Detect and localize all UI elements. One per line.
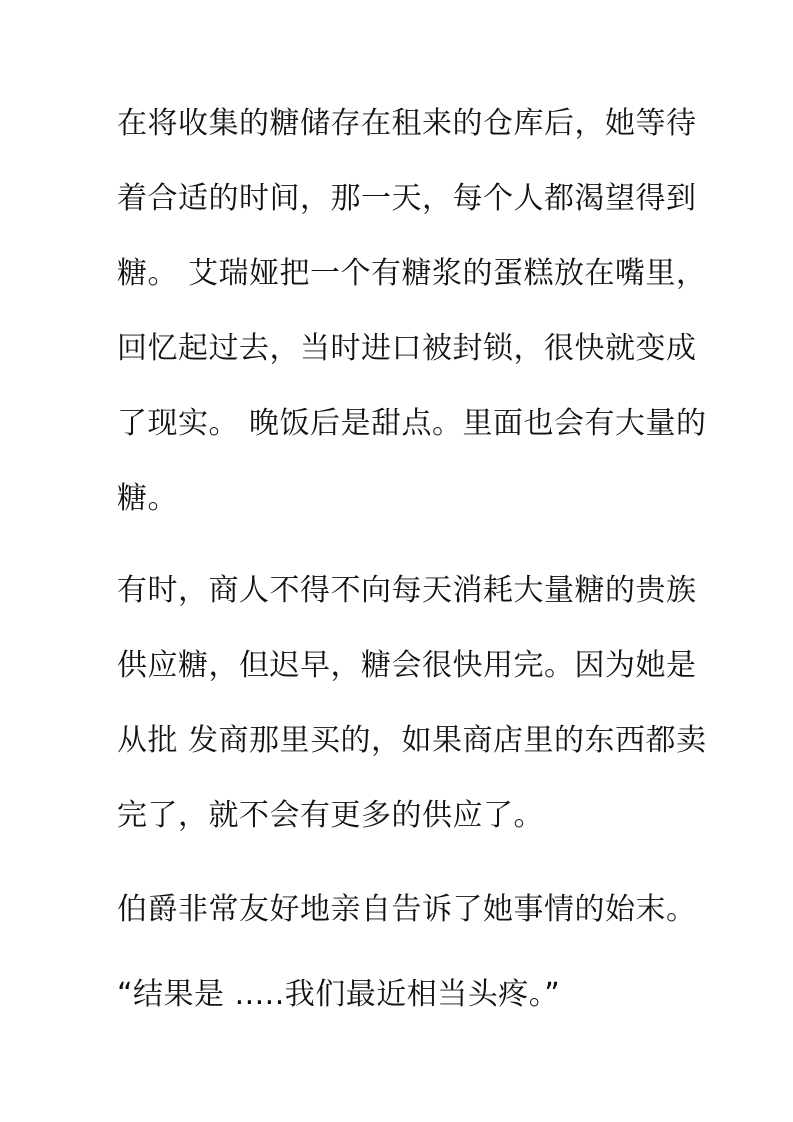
- text-line: 在将收集的糖储存在租来的仓库后，她等待: [117, 106, 697, 141]
- paragraph-4-dialogue: [117, 957, 687, 1032]
- dialogue-line: “结果是 .....我们最近相当头疼。”: [117, 977, 561, 1012]
- paragraph-2: [117, 553, 707, 853]
- text-line: 着合适的时间，那一天，每个人都渴望得到: [117, 181, 697, 216]
- text-line: 糖。: [117, 481, 178, 516]
- text-line: 从批 发商那里买的，如果商店里的东西都卖: [117, 723, 707, 758]
- text-line: 回忆起过去，当时进口被封锁，很快就变成: [117, 331, 697, 366]
- text-line: 了现实。 晚饭后是甜点。里面也会有大量的: [117, 406, 707, 441]
- text-line: 伯爵非常友好地亲自告诉了她事情的始末。: [117, 892, 697, 927]
- paragraph-1: [117, 86, 707, 536]
- text-line: 供应糖，但迟早，糖会很快用完。因为她是: [117, 648, 697, 683]
- text-line: 糖。 艾瑞娅把一个有糖浆的蛋糕放在嘴里，: [117, 256, 707, 291]
- text-line: 有时，商人不得不向每天消耗大量糖的贵族: [117, 573, 697, 608]
- text-line: 完了，就不会有更多的供应了。: [117, 798, 544, 833]
- paragraph-3: [117, 872, 697, 947]
